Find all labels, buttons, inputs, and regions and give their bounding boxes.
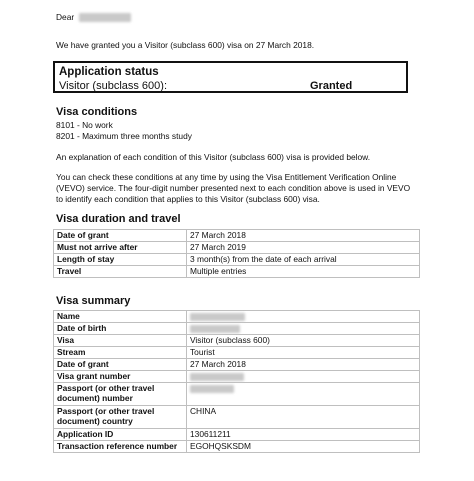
condition-item: 8101 - No work [56,120,113,130]
application-status-label: Visitor (subclass 600): [59,80,168,92]
row-label: Travel [54,266,187,278]
row-value: 3 month(s) from the date of each arrival [187,254,420,266]
row-label: Transaction reference number [54,441,187,453]
visa-summary-table [53,310,420,453]
row-label: Date of grant [54,359,187,371]
table-row [54,441,420,453]
redacted-value [190,313,245,321]
row-value [187,383,420,406]
table-row [54,254,420,266]
row-label: Application ID [54,429,187,441]
row-value: CHINA [187,406,420,429]
table-row [54,335,420,347]
redacted-value [190,373,244,381]
row-label: Visa grant number [54,371,187,383]
row-label: Passport (or other travel document) country [54,406,187,429]
intro-text: We have granted you a Visitor (subclass 600) visa on 27 March 2018. [56,40,315,50]
visa-duration-table [53,229,420,278]
table-row [54,406,420,429]
row-value: 27 March 2018 [187,359,420,371]
row-value [187,323,420,335]
visa-conditions-heading: Visa conditions [56,106,138,118]
table-row [54,383,420,406]
table-row [54,323,420,335]
row-label: Date of birth [54,323,187,335]
visa-duration-heading: Visa duration and travel [56,213,181,225]
conditions-explanation: An explanation of each condition of this Visitor (subclass 600) visa is provided below. [56,152,371,162]
row-label: Date of grant [54,230,187,242]
row-label: Visa [54,335,187,347]
table-row [54,311,420,323]
vevo-paragraph: You can check these conditions at any time by using the Visa Entitlement Verification Online (VEVO) service. The four-digit number presented next to each condition above is used in VEVO to identify each condition that applies to this Visitor (subclass 600) visa. [56,172,411,204]
row-value: Visitor (subclass 600) [187,335,420,347]
row-value: EGOHQSKSDM [187,441,420,453]
greeting-line [56,12,131,23]
table-row [54,266,420,278]
redacted-value [190,325,240,333]
application-status-box [53,61,408,93]
row-value: 27 March 2018 [187,230,420,242]
row-value: 130611211 [187,429,420,441]
condition-item: 8201 - Maximum three months study [56,131,192,141]
row-label: Passport (or other travel document) number [54,383,187,406]
greeting: Dear [56,12,75,22]
row-value [187,311,420,323]
table-row [54,371,420,383]
application-status-value: Granted [310,80,353,92]
redacted-value [190,385,234,393]
table-row [54,347,420,359]
row-label: Name [54,311,187,323]
table-row [54,359,420,371]
conditions-list [56,120,192,142]
application-status-title: Application status [59,66,159,78]
row-label: Must not arrive after [54,242,187,254]
row-value: Multiple entries [187,266,420,278]
row-value [187,371,420,383]
row-label: Stream [54,347,187,359]
redacted-name [79,13,131,22]
row-label: Length of stay [54,254,187,266]
row-value: 27 March 2019 [187,242,420,254]
row-value: Tourist [187,347,420,359]
visa-summary-heading: Visa summary [56,295,131,307]
table-row [54,242,420,254]
table-row [54,230,420,242]
table-row [54,429,420,441]
